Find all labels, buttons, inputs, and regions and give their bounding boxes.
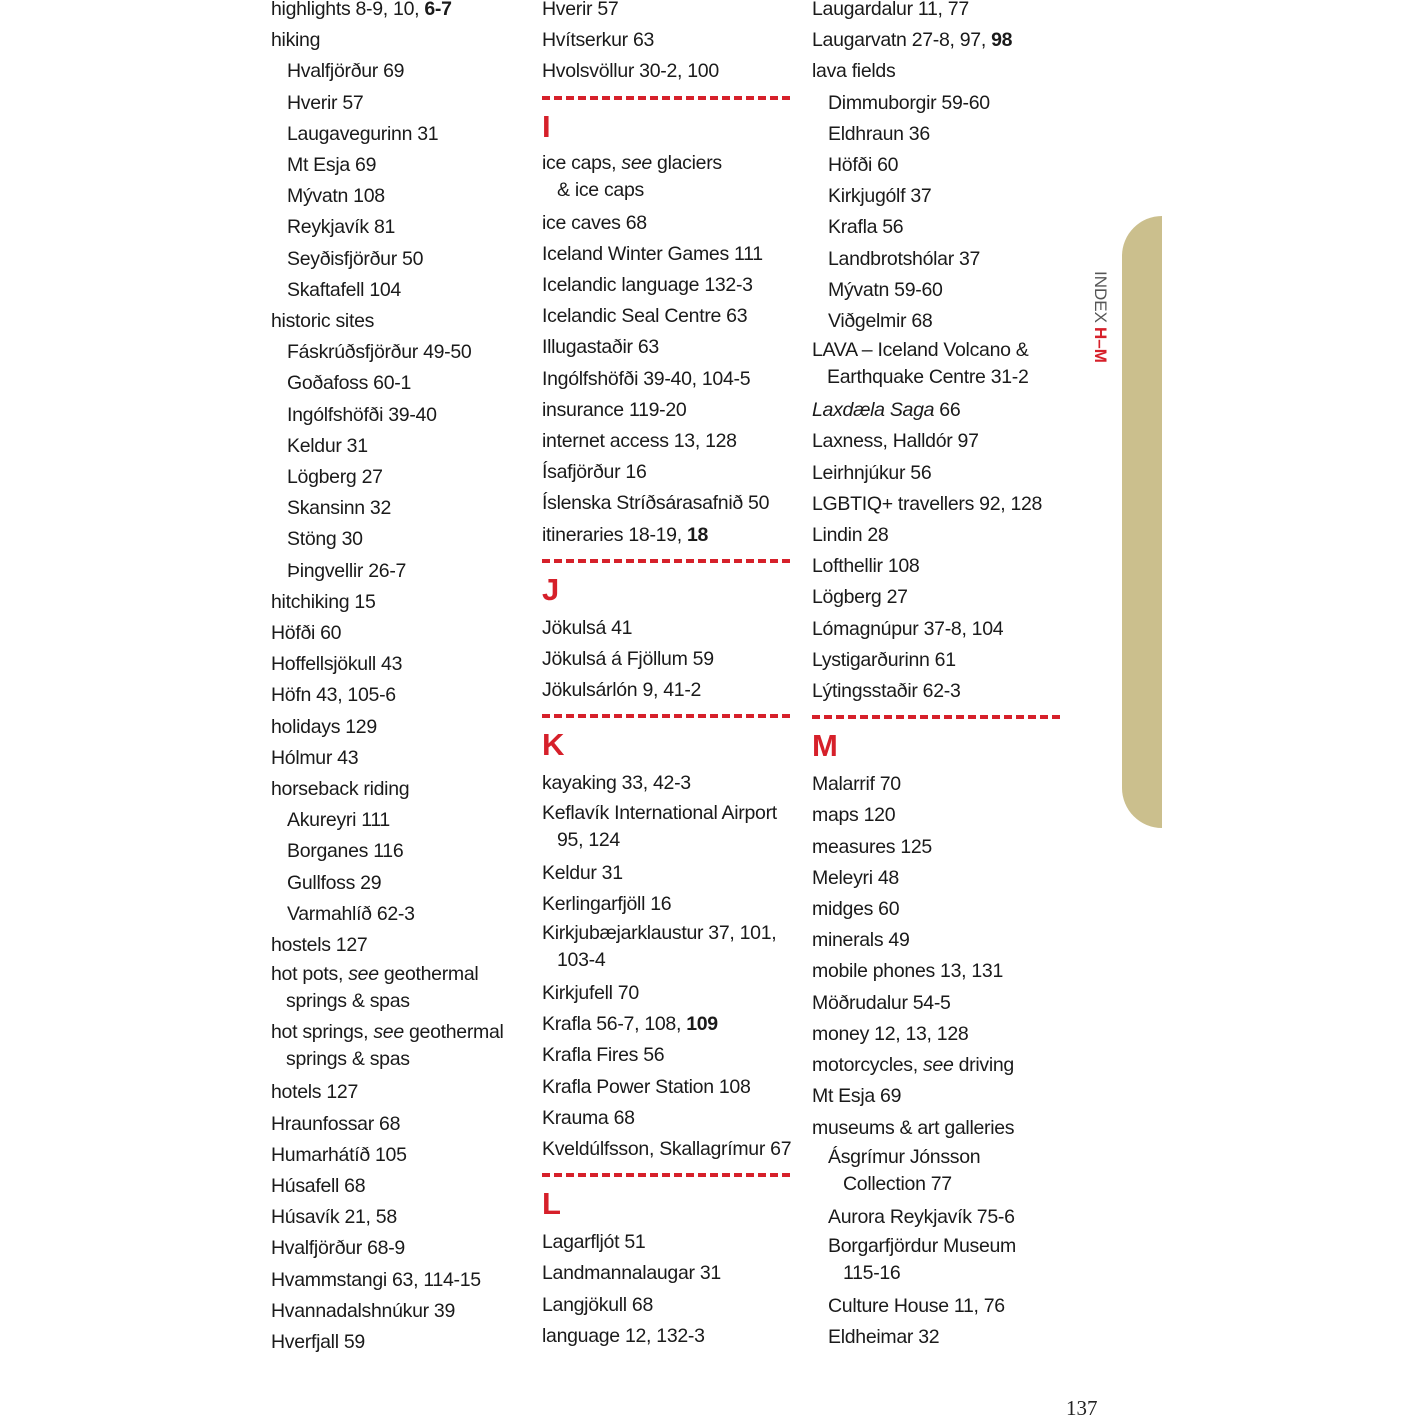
entry-text: hitchiking 15 (271, 590, 376, 613)
section-divider (542, 559, 790, 563)
index-entry (812, 1019, 1064, 1050)
entry-text: Laugarvatn 27-8, 97, (812, 29, 992, 52)
italic-text: see (922, 1054, 954, 1077)
entry-text: Mt Esja 69 (812, 1085, 902, 1108)
index-subentry (812, 306, 1064, 337)
italic-text: see (348, 963, 379, 986)
entry-text: Meleyri 48 (812, 866, 899, 889)
entry-text: Hraunfossar 68 (271, 1112, 401, 1135)
page-number: 137 (1066, 1396, 1098, 1420)
entry-text: Stöng 30 (287, 528, 363, 551)
entry-continuation: Collection 77 (843, 1172, 952, 1195)
entry-text: Laugardalur 11, 77 (812, 0, 969, 20)
entry-text: Goðafoss 60-1 (287, 372, 412, 395)
index-entry (812, 925, 1064, 956)
index-entry (271, 618, 521, 649)
entry-text: Hvammstangi 63, 114-15 (271, 1268, 481, 1291)
entry-text: Iceland Winter Games 111 (542, 242, 763, 265)
index-entry (271, 680, 521, 711)
index-entry (542, 675, 794, 706)
index-entry (271, 1296, 521, 1327)
entry-text: itineraries 18-19, (542, 523, 687, 546)
index-entry (812, 645, 1064, 676)
index-entry (542, 0, 794, 25)
entry-text: Borganes 116 (287, 840, 404, 863)
italic-text: see (621, 151, 652, 174)
entry-text: maps 120 (812, 804, 896, 827)
index-entry (812, 520, 1064, 551)
entry-text: Icelandic Seal Centre 63 (542, 305, 748, 328)
index-subentry (271, 868, 521, 899)
entry-text: museums & art galleries (812, 1116, 1015, 1139)
index-subentry (271, 431, 521, 462)
index-entry (542, 1009, 794, 1040)
section-letter-heading: M (812, 728, 838, 764)
entry-text: Lystigarðurinn 61 (812, 648, 956, 671)
index-subentry (271, 899, 521, 930)
index-entry (271, 0, 521, 25)
index-subentry (271, 368, 521, 399)
entry-text: Seyðisfjörður 50 (287, 247, 424, 270)
index-entry (542, 270, 794, 301)
entry-text: Kveldúlfsson, Skallagrímur 67 (542, 1138, 792, 1161)
index-entry (812, 1081, 1064, 1112)
index-entry (812, 1113, 1064, 1144)
entry-text: Mt Esja 69 (287, 154, 377, 177)
index-subentry (271, 88, 521, 119)
italic-text: Laxdæla Saga (812, 399, 935, 422)
index-entry (812, 769, 1064, 800)
entry-text: Akureyri 111 (287, 809, 390, 832)
index-entry (271, 774, 521, 805)
index-entry (542, 1258, 794, 1289)
entry-text: internet access 13, 128 (542, 430, 737, 453)
index-subentry (812, 1291, 1064, 1322)
entry-text: Icelandic language 132-3 (542, 274, 753, 297)
entry-text: ice caves 68 (542, 211, 647, 234)
entry-text: Hvannadalshnúkur 39 (271, 1299, 456, 1322)
index-subentry (271, 275, 521, 306)
main-page-ref: 98 (991, 29, 1013, 52)
index-entry (812, 988, 1064, 1019)
index-entry (271, 25, 521, 56)
entry-text: Keldur 31 (287, 434, 368, 457)
italic-text: see (373, 1021, 404, 1044)
section-divider (542, 1173, 790, 1177)
index-entry (542, 768, 794, 799)
entry-text: horseback riding (271, 778, 410, 801)
index-subentry (271, 150, 521, 181)
index-entry (271, 1109, 521, 1140)
entry-text: Möðrudalur 54-5 (812, 991, 951, 1014)
index-subentry (812, 88, 1064, 119)
entry-continuation: 103-4 (557, 949, 606, 972)
main-page-ref: 18 (686, 523, 709, 546)
index-entry (812, 56, 1064, 87)
index-subentry (812, 212, 1064, 243)
section-divider (542, 96, 790, 100)
entry-text: Ísafjörður 16 (542, 461, 647, 484)
entry-text: Hverir 57 (542, 0, 619, 20)
index-column-1 (271, 0, 521, 1358)
index-entry (271, 1019, 521, 1077)
index-subentry (271, 337, 521, 368)
index-subentry (271, 400, 521, 431)
index-entry (812, 426, 1064, 457)
entry-text: lava fields (812, 60, 896, 83)
entry-text: Ásgrímur Jónsson (828, 1145, 981, 1168)
entry-continuation: springs & spas (286, 1048, 410, 1071)
entry-text: Jökulsá 41 (542, 616, 633, 639)
index-entry (542, 800, 794, 858)
entry-text: Höfði 60 (271, 622, 342, 645)
entry-text: Íslenska Stríðsárasafnið 50 (542, 492, 770, 515)
index-subentry (812, 1322, 1064, 1353)
entry-text: Malarrif 70 (812, 773, 901, 796)
entry-text: Húsafell 68 (271, 1174, 366, 1197)
index-entry (542, 1103, 794, 1134)
index-entry (271, 1233, 521, 1264)
entry-text: 66 (934, 399, 961, 422)
entry-text: Húsavík 21, 58 (271, 1206, 397, 1229)
entry-text: ice caps, (542, 151, 622, 174)
index-entry (271, 1327, 521, 1358)
index-entry (542, 644, 794, 675)
index-entry (542, 978, 794, 1009)
index-entry (271, 743, 521, 774)
entry-text: Höfði 60 (828, 154, 899, 177)
index-column-2 (542, 0, 794, 1352)
entry-text: Eldhraun 36 (828, 122, 930, 145)
index-entry (542, 1290, 794, 1321)
index-entry (542, 395, 794, 426)
section-letter-heading: L (542, 1186, 561, 1222)
entry-text: Jökulsá á Fjöllum 59 (542, 648, 714, 671)
entry-text: Jökulsárlón 9, 41-2 (542, 679, 702, 702)
index-subentry (271, 493, 521, 524)
entry-text: Kirkjubæjarklaustur 37, 101, (542, 922, 777, 945)
entry-text: hostels 127 (271, 934, 368, 957)
entry-text: Illugastaðir 63 (542, 336, 659, 359)
index-entry (271, 1171, 521, 1202)
index-subentry (812, 1233, 1064, 1291)
entry-text: Hvítserkur 63 (542, 29, 655, 52)
index-entry (542, 364, 794, 395)
index-entry (542, 457, 794, 488)
index-subentry (271, 556, 521, 587)
entry-text: driving (953, 1054, 1014, 1077)
side-tab-label (1090, 271, 1110, 363)
index-entry (542, 426, 794, 457)
entry-text: Ingólfshöfði 39-40 (287, 403, 437, 426)
entry-text: Lofthellir 108 (812, 555, 920, 578)
index-entry (812, 1050, 1064, 1081)
index-entry (271, 306, 521, 337)
entry-continuation: & ice caps (557, 178, 644, 201)
entry-text: Krafla 56-7, 108, (542, 1013, 687, 1036)
entry-text: Reykjavík 81 (287, 216, 396, 239)
entry-text: Landbrotshólar 37 (828, 247, 981, 270)
side-tab-prefix: INDEX (1091, 271, 1110, 323)
index-entry (542, 520, 794, 551)
index-entry (812, 894, 1064, 925)
index-entry (542, 301, 794, 332)
entry-text: Krauma 68 (542, 1106, 635, 1129)
index-subentry (271, 119, 521, 150)
index-entry (542, 56, 794, 87)
side-tab-range: H–M (1091, 326, 1110, 363)
entry-text: Ingólfshöfði 39-40, 104-5 (542, 367, 751, 390)
entry-text: Dimmuborgir 59-60 (828, 91, 990, 114)
entry-continuation: 95, 124 (557, 828, 620, 851)
section-divider (812, 715, 1060, 719)
entry-text: Lögberg 27 (287, 466, 383, 489)
index-entry (542, 1040, 794, 1071)
index-entry (271, 712, 521, 743)
entry-text: Skaftafell 104 (287, 278, 401, 301)
index-entry (542, 150, 794, 208)
index-entry (812, 582, 1064, 613)
entry-text: Hvalfjörður 68-9 (271, 1237, 405, 1260)
entry-text: Humarhátíð 105 (271, 1143, 407, 1166)
entry-continuation: 115-16 (843, 1261, 901, 1284)
index-subentry (812, 119, 1064, 150)
index-entry (542, 332, 794, 363)
entry-text: Mývatn 108 (287, 185, 385, 208)
entry-text: Mývatn 59-60 (828, 278, 943, 301)
index-entry (542, 1227, 794, 1258)
index-entry (542, 1321, 794, 1352)
index-subentry (812, 275, 1064, 306)
entry-text: Skansinn 32 (287, 497, 392, 520)
entry-text: geothermal (403, 1021, 504, 1044)
entry-text: Hoffellsjökull 43 (271, 653, 403, 676)
entry-text: Hverir 57 (287, 91, 364, 114)
entry-text: glaciers (651, 151, 722, 174)
index-entry (271, 930, 521, 961)
index-entry (542, 1072, 794, 1103)
index-entry (812, 0, 1064, 25)
entry-text: highlights 8-9, 10, (271, 0, 425, 20)
index-entry (542, 920, 794, 978)
entry-text: hiking (271, 29, 321, 52)
entry-text: Krafla Power Station 108 (542, 1075, 751, 1098)
index-subentry (812, 150, 1064, 181)
entry-text: Laugavegurinn 31 (287, 122, 439, 145)
index-entry (812, 25, 1064, 56)
entry-text: holidays 129 (271, 715, 377, 738)
index-subentry (271, 805, 521, 836)
entry-text: Lögberg 27 (812, 586, 908, 609)
entry-text: Hvolsvöllur 30-2, 100 (542, 60, 719, 83)
entry-text: Lýtingsstaðir 62-3 (812, 680, 961, 703)
entry-text: money 12, 13, 128 (812, 1022, 969, 1045)
index-subentry (812, 244, 1064, 275)
entry-text: Krafla Fires 56 (542, 1044, 665, 1067)
entry-text: hot pots, (271, 963, 349, 986)
entry-text: Borgarfjördur Museum (828, 1234, 1016, 1257)
index-subentry (271, 181, 521, 212)
index-entry (542, 613, 794, 644)
index-entry (812, 800, 1064, 831)
entry-text: Höfn 43, 105-6 (271, 684, 396, 707)
section-side-tab (1122, 216, 1162, 828)
index-entry (812, 832, 1064, 863)
section-letter-heading: I (542, 108, 551, 144)
entry-text: Laxness, Halldór 97 (812, 430, 979, 453)
entry-text: historic sites (271, 310, 375, 333)
index-entry (812, 395, 1064, 426)
index-entry (271, 1202, 521, 1233)
index-entry (542, 239, 794, 270)
entry-text: Lagarfljót 51 (542, 1231, 646, 1254)
entry-text: hotels 127 (271, 1081, 358, 1104)
index-entry (271, 587, 521, 618)
entry-text: Varmahlíð 62-3 (287, 902, 415, 925)
entry-text: hot springs, (271, 1021, 374, 1044)
index-subentry (271, 524, 521, 555)
entry-text: Kirkjufell 70 (542, 982, 639, 1005)
index-entry (271, 1140, 521, 1171)
index-subentry (271, 462, 521, 493)
main-page-ref: 109 (686, 1013, 718, 1036)
index-entry (542, 889, 794, 920)
entry-text: Viðgelmir 68 (828, 310, 933, 333)
index-entry (812, 863, 1064, 894)
index-entry (271, 1265, 521, 1296)
entry-text: Keldur 31 (542, 861, 623, 884)
entry-text: Hverfjall 59 (271, 1330, 365, 1353)
index-entry (542, 1134, 794, 1165)
index-subentry (271, 56, 521, 87)
index-subentry (812, 1202, 1064, 1233)
entry-text: Kerlingarfjöll 16 (542, 892, 672, 915)
entry-text: insurance 119-20 (542, 398, 687, 421)
entry-text: measures 125 (812, 835, 932, 858)
index-entry (542, 858, 794, 889)
index-entry (812, 956, 1064, 987)
index-entry (542, 25, 794, 56)
entry-text: language 12, 132-3 (542, 1324, 705, 1347)
entry-text: Keflavík International Airport (542, 801, 777, 824)
index-entry (812, 614, 1064, 645)
index-entry (271, 961, 521, 1019)
entry-text: LGBTIQ+ travellers 92, 128 (812, 492, 1043, 515)
entry-text: Gullfoss 29 (287, 871, 382, 894)
index-entry (812, 489, 1064, 520)
entry-text: Lindin 28 (812, 524, 889, 547)
entry-text: Aurora Reykjavík 75-6 (828, 1205, 1015, 1228)
entry-text: LAVA – Iceland Volcano & (812, 339, 1029, 362)
entry-text: Landmannalaugar 31 (542, 1262, 721, 1285)
index-entry (812, 551, 1064, 582)
entry-text: mobile phones 13, 131 (812, 960, 1004, 983)
section-letter-heading: J (542, 571, 560, 607)
entry-text: kayaking 33, 42-3 (542, 772, 691, 795)
entry-text: motorcycles, (812, 1054, 923, 1077)
entry-text: Hólmur 43 (271, 746, 359, 769)
index-column-3 (812, 0, 1064, 1353)
index-entry (542, 208, 794, 239)
index-subentry (812, 181, 1064, 212)
index-entry (812, 458, 1064, 489)
section-letter-heading: K (542, 727, 565, 763)
index-entry (271, 1077, 521, 1108)
index-subentry (271, 836, 521, 867)
entry-text: minerals 49 (812, 929, 910, 952)
entry-text: Langjökull 68 (542, 1293, 654, 1316)
entry-text: Eldheimar 32 (828, 1326, 940, 1349)
entry-continuation: Earthquake Centre 31-2 (827, 366, 1029, 389)
index-entry (271, 649, 521, 680)
entry-text: Hvalfjörður 69 (287, 60, 405, 83)
entry-text: Þingvellir 26-7 (287, 559, 407, 582)
entry-text: geothermal (378, 963, 479, 986)
main-page-ref: 6-7 (424, 0, 452, 20)
entry-text: midges 60 (812, 898, 900, 921)
entry-continuation: springs & spas (286, 990, 410, 1013)
entry-text: Krafla 56 (828, 216, 904, 239)
index-subentry (271, 212, 521, 243)
entry-text: Kirkjugólf 37 (828, 185, 932, 208)
entry-text: Lómagnúpur 37-8, 104 (812, 617, 1004, 640)
index-entry (812, 676, 1064, 707)
index-entry (812, 337, 1064, 395)
entry-text: Culture House 11, 76 (828, 1294, 1005, 1317)
section-divider (542, 714, 790, 718)
index-subentry (271, 244, 521, 275)
entry-text: Fáskrúðsfjörður 49-50 (287, 341, 472, 364)
entry-text: Leirhnjúkur 56 (812, 461, 932, 484)
index-subentry (812, 1144, 1064, 1202)
index-entry (542, 488, 794, 519)
